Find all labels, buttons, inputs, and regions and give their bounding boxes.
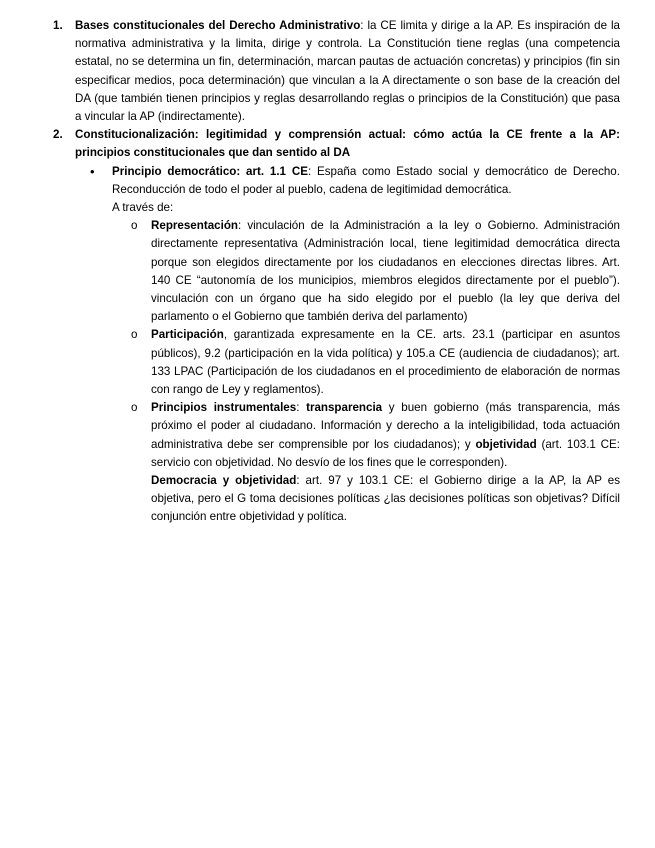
- sub-item-representacion: [131, 217, 620, 326]
- democracia-objetividad-paragraph: [151, 472, 620, 527]
- sub-item-heading: Representación: [151, 219, 238, 233]
- paragraph-text: : art. 97 y 103.1 CE: el Gobierno dirige a la AP, la AP es objetiva, pero el G toma decisiones políticas ¿las decisiones políticas son objetivas? Difícil conjunción entre objetividad y política.: [151, 474, 620, 524]
- item-heading: Constitucionalización: legitimidad y comprensión actual: cómo actúa la CE frente a la AP: principios constitucionales que dan sentido al DA: [75, 128, 620, 160]
- circle-bullet-icon: o: [131, 401, 138, 415]
- sub-item-participacion: [131, 326, 620, 399]
- transparencia-term: transparencia: [306, 401, 383, 415]
- sub-item-text: y buen gobierno (más transparencia, más próximo el poder al ciudadano. Información y derecho a la inteligibilidad, toda actuación administrativa debe ser comprensible por los ciudadanos); y: [151, 401, 620, 451]
- item-number: 2.: [53, 128, 63, 142]
- a-traves-de: A través de:: [112, 201, 174, 215]
- bullet-icon: •: [90, 163, 95, 179]
- list-item-1: [53, 17, 620, 126]
- list-item-2: [53, 126, 620, 162]
- paragraph-heading: Democracia y objetividad: [151, 474, 297, 488]
- bullet-list: [90, 163, 620, 527]
- objetividad-term: objetividad: [475, 437, 537, 451]
- sub-item-text: :: [296, 401, 307, 415]
- sub-bullet-list: [131, 217, 620, 526]
- item-text: : la CE limita y dirige a la AP. Es inspiración de la normativa administrativa y la limita, dirige y controla. La Constitución tiene reglas (una competencia estatal, no se determina un fin, determinación, marcan pautas de actuación concretas) y principios (fin sin especificar medios, poca determinación) que vinculan a la A directamente o son base de la creación del DA (que también tienen principios y reglas desarrollando reglas o principios de la Constitución) que pasa a vincular la AP (indirectamente).: [75, 19, 620, 124]
- bullet-heading: Principio democrático: art. 1.1 CE: [112, 164, 308, 178]
- bullet-text: : España como Estado social y democrático de Derecho. Reconducción de todo el poder al pueblo, cadena de legitimidad democrática.: [112, 164, 620, 196]
- item-heading: Bases constitucionales del Derecho Administrativo: [75, 19, 361, 32]
- sub-item-text: (art. 103.1 CE: servicio con objetividad. No desvío de los fines que le corresponden).: [151, 437, 620, 469]
- item-number: 1.: [53, 19, 63, 32]
- sub-item-text: : vinculación de la Administración a la ley o Gobierno. Administración directamente representativa (Administración local, tiene legitimidad democrática directa porque son elegidos directamente por los ciudadanos en elecciones directas libres. Art. 140 CE “autonomía de los municipios, miembros elegidos directamente por el pueblo”). vinculación con un órgano que ha sido elegido por el pueblo (la ley que deriva del parlamento o el Gobierno que también deriva del parlamento): [151, 219, 620, 324]
- bullet-principio-democratico: [90, 163, 620, 199]
- circle-bullet-icon: o: [131, 328, 138, 342]
- sub-item-principios-instrumentales: [131, 399, 620, 472]
- sub-item-heading: Principios instrumentales: [151, 401, 297, 415]
- sub-item-text: , garantizada expresamente en la CE. arts. 23.1 (participar en asuntos públicos), 9.2 (participación en la vida política) y 105.a CE (audiencia de ciudadanos); art. 133 LPAC (Participación de los ciudadanos en el procedimiento de elaboración de normas con rango de Ley y reglamentos).: [151, 328, 620, 397]
- numbered-list: [53, 17, 620, 527]
- circle-bullet-icon: o: [131, 219, 138, 233]
- sub-item-heading: Participación: [151, 328, 224, 342]
